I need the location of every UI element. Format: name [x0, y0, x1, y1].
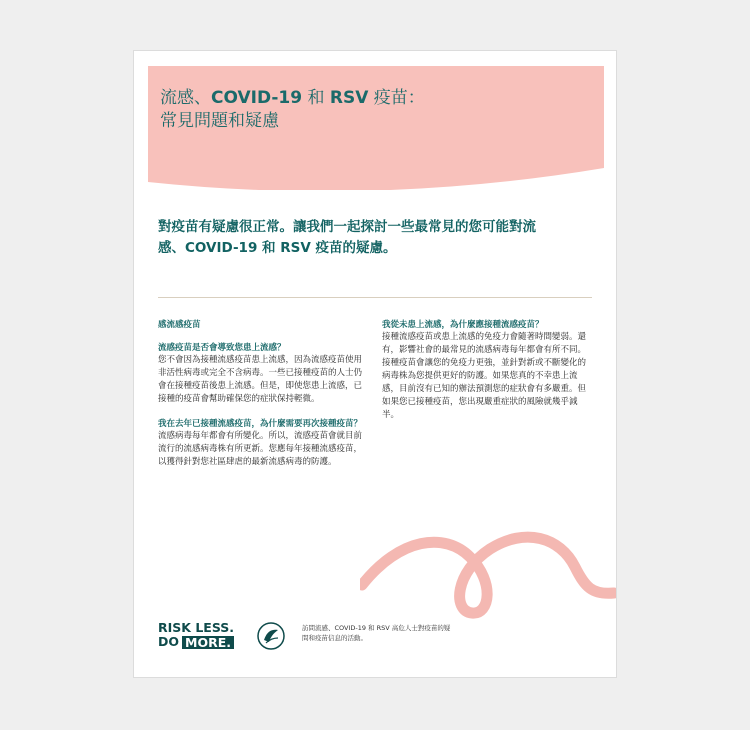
document-page: [134, 51, 616, 677]
risk-less-do-more-logo: RISK LESS. DO MORE.: [158, 620, 235, 650]
question-heading: 我在去年已接種流感疫苗，為什麼需要再次接種疫苗？: [158, 419, 363, 429]
page-title: 流感、COVID-19 和 RSV 疫苗： 常見問題和疑慮: [160, 88, 425, 131]
divider: [158, 297, 592, 298]
decorative-squiggle: [360, 527, 616, 627]
left-column: [158, 319, 368, 481]
right-column: [382, 319, 592, 434]
answer-text: 流感病毒每年都會有所變化。所以，流感疫苗會就目前流行的流感病毒株有所更新。您應每年接種流感疫苗，以獲得針對您社區肆虐的最新流感病毒的防護。: [158, 431, 363, 467]
footer-note: 訪問流感、COVID-19 和 RSV 高危人士對疫苗的疑問和疫苗信息的活動。: [302, 624, 451, 642]
answer-text: 您不會因為接種流感疫苗患上流感，因為流感疫苗使用非活性病毒或完全不含病毒。一些已接種疫苗的人士仍會在接種疫苗後患上流感。但是，即使您患上流感，已接種的疫苗會幫助確保您的症狀保持輕微。: [158, 355, 363, 404]
intro-text: 對疫苗有疑慮很正常。讓我們一起探討一些最常見的您可能對流感、COVID-19 和 RSV 疫苗的疑慮。: [158, 219, 536, 256]
question-heading: 我從未患上流感，為什麼應接種流感疫苗？: [382, 320, 544, 330]
answer-text: 接種流感疫苗或患上流感的免疫力會隨著時間變弱。還有，影響社會的最常見的流感病毒每年都會有所不同。接種疫苗會讓您的免疫力更強，並針對新或不斷變化的病毒株為您提供更好的防護。如果您真的不幸患上流感，目前沒有已知的辦法預測您的症狀會有多嚴重。但如果您已接種疫苗，您出現嚴重症狀的風險就幾乎減半。: [382, 332, 587, 420]
question-heading: 流感疫苗是否會導致您患上流感？: [158, 343, 286, 353]
hhs-seal-icon: [256, 621, 286, 651]
section-title: 感流感疫苗: [158, 320, 201, 330]
